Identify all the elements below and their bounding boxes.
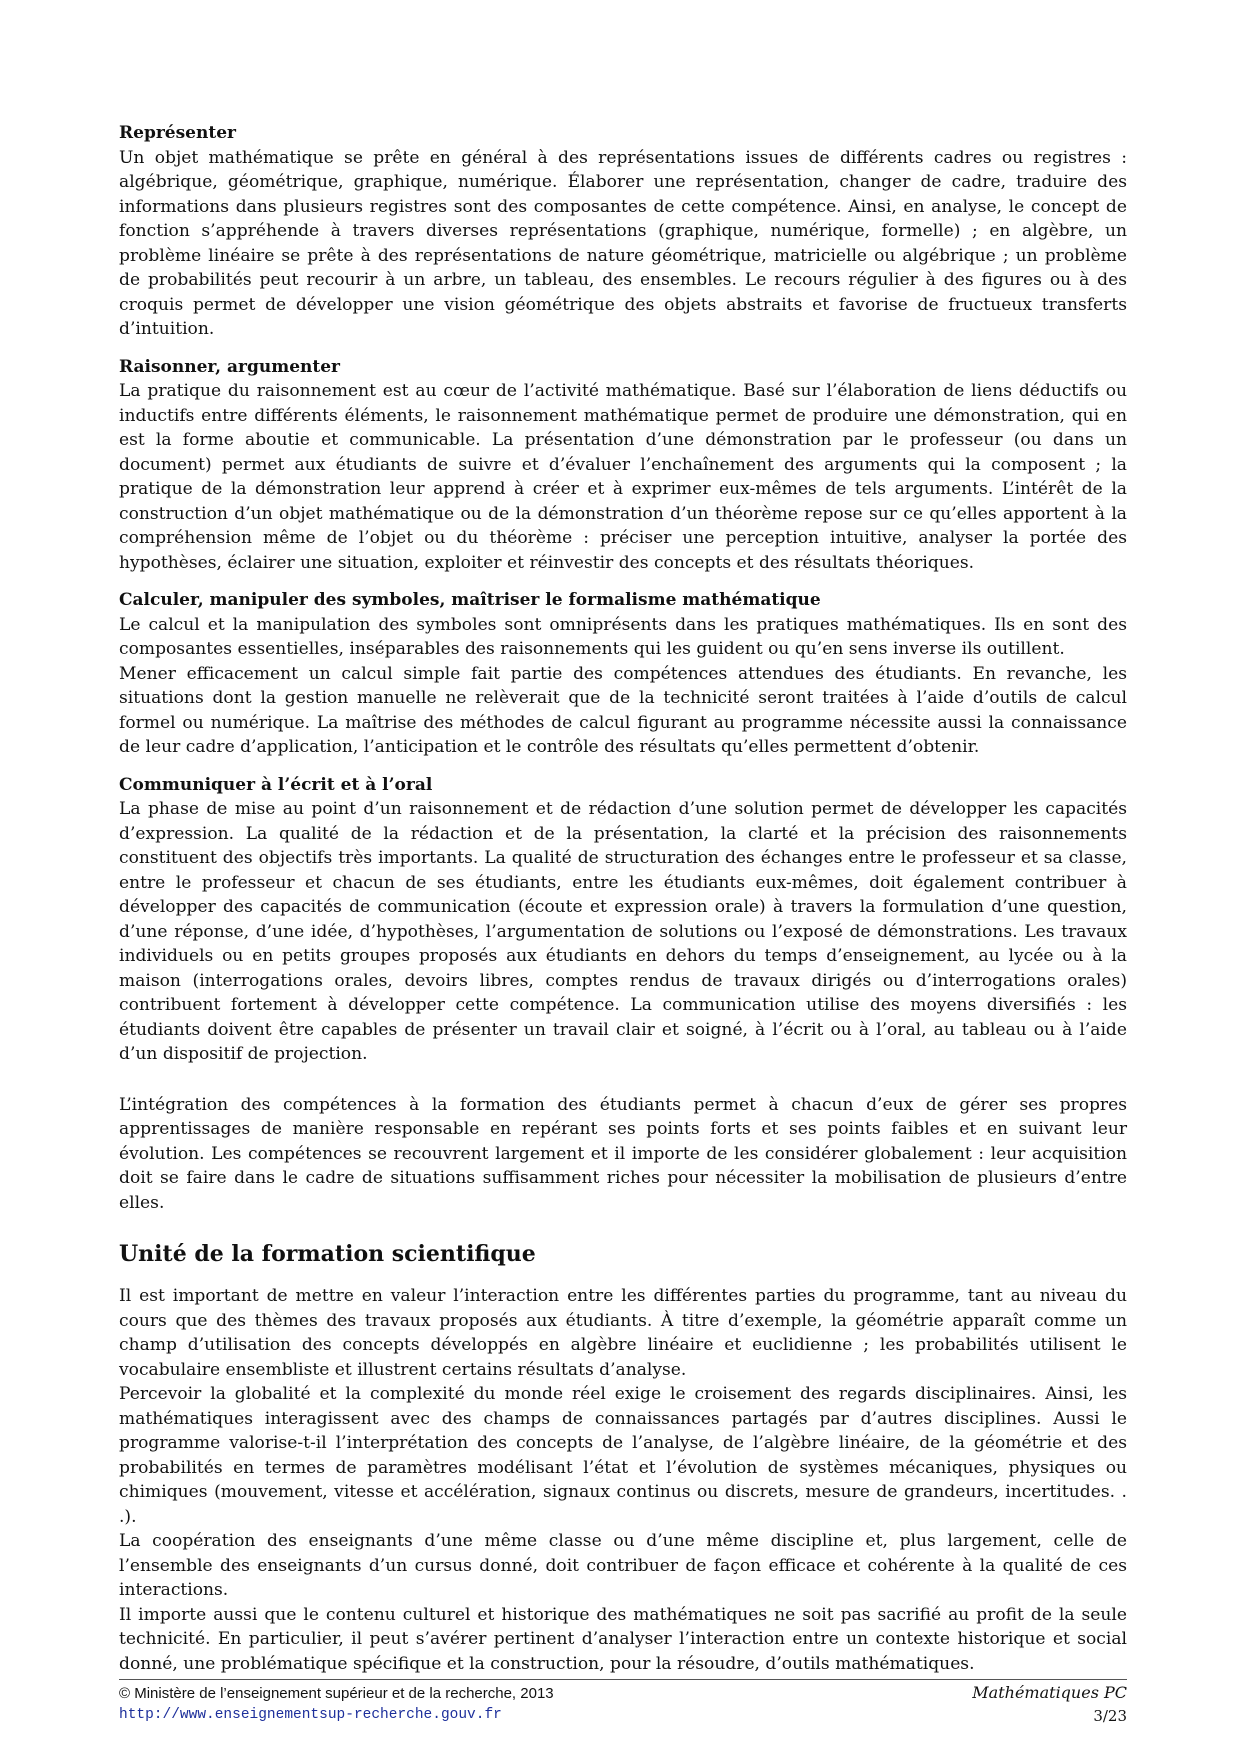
paragraph: Mener efficacement un calcul simple fait partie des compétences attendues des étudiants. En revanche, les situations dont la gestion manuelle ne relèverait que de la technicité seront traitées à l’aide d’outils de calcul formel ou numérique. La maîtrise des méthodes de calcul figurant au programme nécessite aussi la connaissance de leur cadre d’application, l’anticipation et le contrôle des résultats qu’elles permettent d’obtenir. xyxy=(119,663,1127,757)
paragraph: Percevoir la globalité et la complexité du monde réel exige le croisement des regards disciplinaires. Ainsi, les mathématiques interagissent avec des champs de connaissances partagés par d’autres disciplines. Aussi le programme valorise-t-il l’interprétation des concepts de l’analyse, de l’algèbre linéaire, de la géométrie et des probabilités en termes de paramètres modélisant l’état et l’évolution de systèmes mécaniques, physiques ou chimiques (mouvement, vitesse et accélération, signaux continus ou discrets, mesure de grandeurs, incertitudes. . .). xyxy=(119,1384,1127,1527)
footer-document-title: Mathématiques PC xyxy=(972,1683,1127,1702)
paragraph: Le calcul et la manipulation des symboles sont omniprésents dans les pratiques mathématiques. Ils en sont des composantes essentielles, inséparables des raisonnements qui les guident ou qu’en sens inverse ils outillent. xyxy=(119,614,1127,659)
footer-url-link[interactable]: http://www.enseignementsup-recherche.gouv.fr xyxy=(119,1707,502,1723)
section-calculer xyxy=(119,588,1127,760)
section-title: Calculer, manipuler des symboles, maîtriser le formalisme mathématique xyxy=(119,590,821,610)
integration-paragraph: L’intégration des compétences à la formation des étudiants permet à chacun d’eux de gérer ses propres apprentissages de manière responsable en repérant ses points forts et ses points faibles et en suivant leur évolution. Les compétences se recouvrent largement et il importe de les considérer globalement : leur acquisition doit se faire dans le cadre de situations suffisamment riches pour nécessiter la mobilisation de plusieurs d’entre elles. xyxy=(119,1094,1127,1213)
section-title: Raisonner, argumenter xyxy=(119,356,340,377)
paragraph: La pratique du raisonnement est au cœur de l’activité mathématique. Basé sur l’élaboration de liens déductifs ou inductifs entre différents éléments, le raisonnement mathématique permet de produire une démonstration, qui en est la forme aboutie et communicable. La présentation d’une démonstration par le professeur (ou dans un document) permet aux étudiants de suivre et d’évaluer l’enchaînement des arguments qui la composent ; la pratique de la démonstration leur apprend à créer et à exprimer eux-mêmes de tels arguments. L’intérêt de la construction d’un objet mathématique ou de la démonstration d’un théorème repose sur ce qu’elles apportent à la compréhension même de l’objet ou du théorème : préciser une perception intuitive, analyser la portée des hypothèses, éclairer une situation, exploiter et réinvestir des concepts et des résultats théoriques. xyxy=(119,381,1127,573)
spacer xyxy=(119,1080,1127,1093)
section-communiquer xyxy=(119,773,1127,1067)
page-body xyxy=(119,121,1127,1676)
paragraph: Un objet mathématique se prête en général à des représentations issues de différents cadres ou registres : algébrique, géométrique, graphique, numérique. Élaborer une représentation, changer de cadre, traduire des informations dans plusieurs registres sont des composantes de cette compétence. Ainsi, en analyse, le concept de fonction s’appréhende à travers diverses représentations (graphique, numérique, formelle) ; en algèbre, un problème linéaire se prête à des représentations de nature géométrique, matricielle ou algébrique ; un problème de probabilités peut recourir à un arbre, un tableau, des ensembles. Le recours régulier à des figures ou à des croquis permet de développer une vision géométrique des objets abstraits et favorise de fructueux transferts d’intuition. xyxy=(119,147,1127,339)
paragraph: Il importe aussi que le contenu culturel et historique des mathématiques ne soit pas sacrifié au profit de la seule technicité. En particulier, il peut s’avérer pertinent d’analyser l’interaction entre un contexte historique et social donné, une problématique spécifique et la construction, pour la résoudre, d’outils mathématiques. xyxy=(119,1604,1127,1674)
section-title: Communiquer à l’écrit et à l’oral xyxy=(119,774,433,795)
paragraph: La phase de mise au point d’un raisonnement et de rédaction d’une solution permet de développer les capacités d’expression. La qualité de la rédaction et de la présentation, la clarté et la précision des raisonnements constituent des objectifs très importants. La qualité de structuration des échanges entre le professeur et sa classe, entre le professeur et chacun de ses étudiants, entre les étudiants eux-mêmes, doit également contribuer à développer des capacités de communication (écoute et expression orale) à travers la formulation d’une question, d’une réponse, d’une idée, d’hypothèses, l’argumentation de solutions ou l’exposé de démonstrations. Les travaux individuels ou en petits groupes proposés aux étudiants en dehors du temps d’enseignement, au lycée ou à la maison (interrogations orales, devoirs libres, comptes rendus de travaux dirigés ou d’interrogations orales) contribuent fortement à développer cette compétence. La communication utilise des moyens diversifiés : les étudiants doivent être capables de présenter un travail clair et soigné, à l’écrit ou à l’oral, au tableau ou à l’aide d’un dispositif de projection. xyxy=(119,799,1127,1064)
spacer xyxy=(119,1215,1127,1239)
section-representer xyxy=(119,121,1127,342)
footer-page-number: 3/23 xyxy=(1093,1707,1127,1725)
footer-divider xyxy=(119,1679,1127,1680)
section-title: Représenter xyxy=(119,123,236,143)
footer-copyright: © Ministère de l’enseignement supérieur et de la recherche, 2013 xyxy=(119,1685,554,1702)
paragraph: Il est important de mettre en valeur l’interaction entre les différentes parties du programme, tant au niveau du cours que des thèmes des travaux proposés aux étudiants. À titre d’exemple, la géométrie apparaît comme un champ d’utilisation des concepts développés en algèbre linéaire et euclidienne ; les probabilités utilisent le vocabulaire ensembliste et illustrent certains résultats d’analyse. xyxy=(119,1286,1127,1380)
section-heading-unite: Unité de la formation scientifique xyxy=(119,1241,536,1267)
paragraph: La coopération des enseignants d’une même classe ou d’une même discipline et, plus largement, celle de l’ensemble des enseignants d’un cursus donné, doit contribuer de façon efficace et cohérente à la qualité de ces interactions. xyxy=(119,1531,1127,1600)
section-raisonner xyxy=(119,355,1127,576)
